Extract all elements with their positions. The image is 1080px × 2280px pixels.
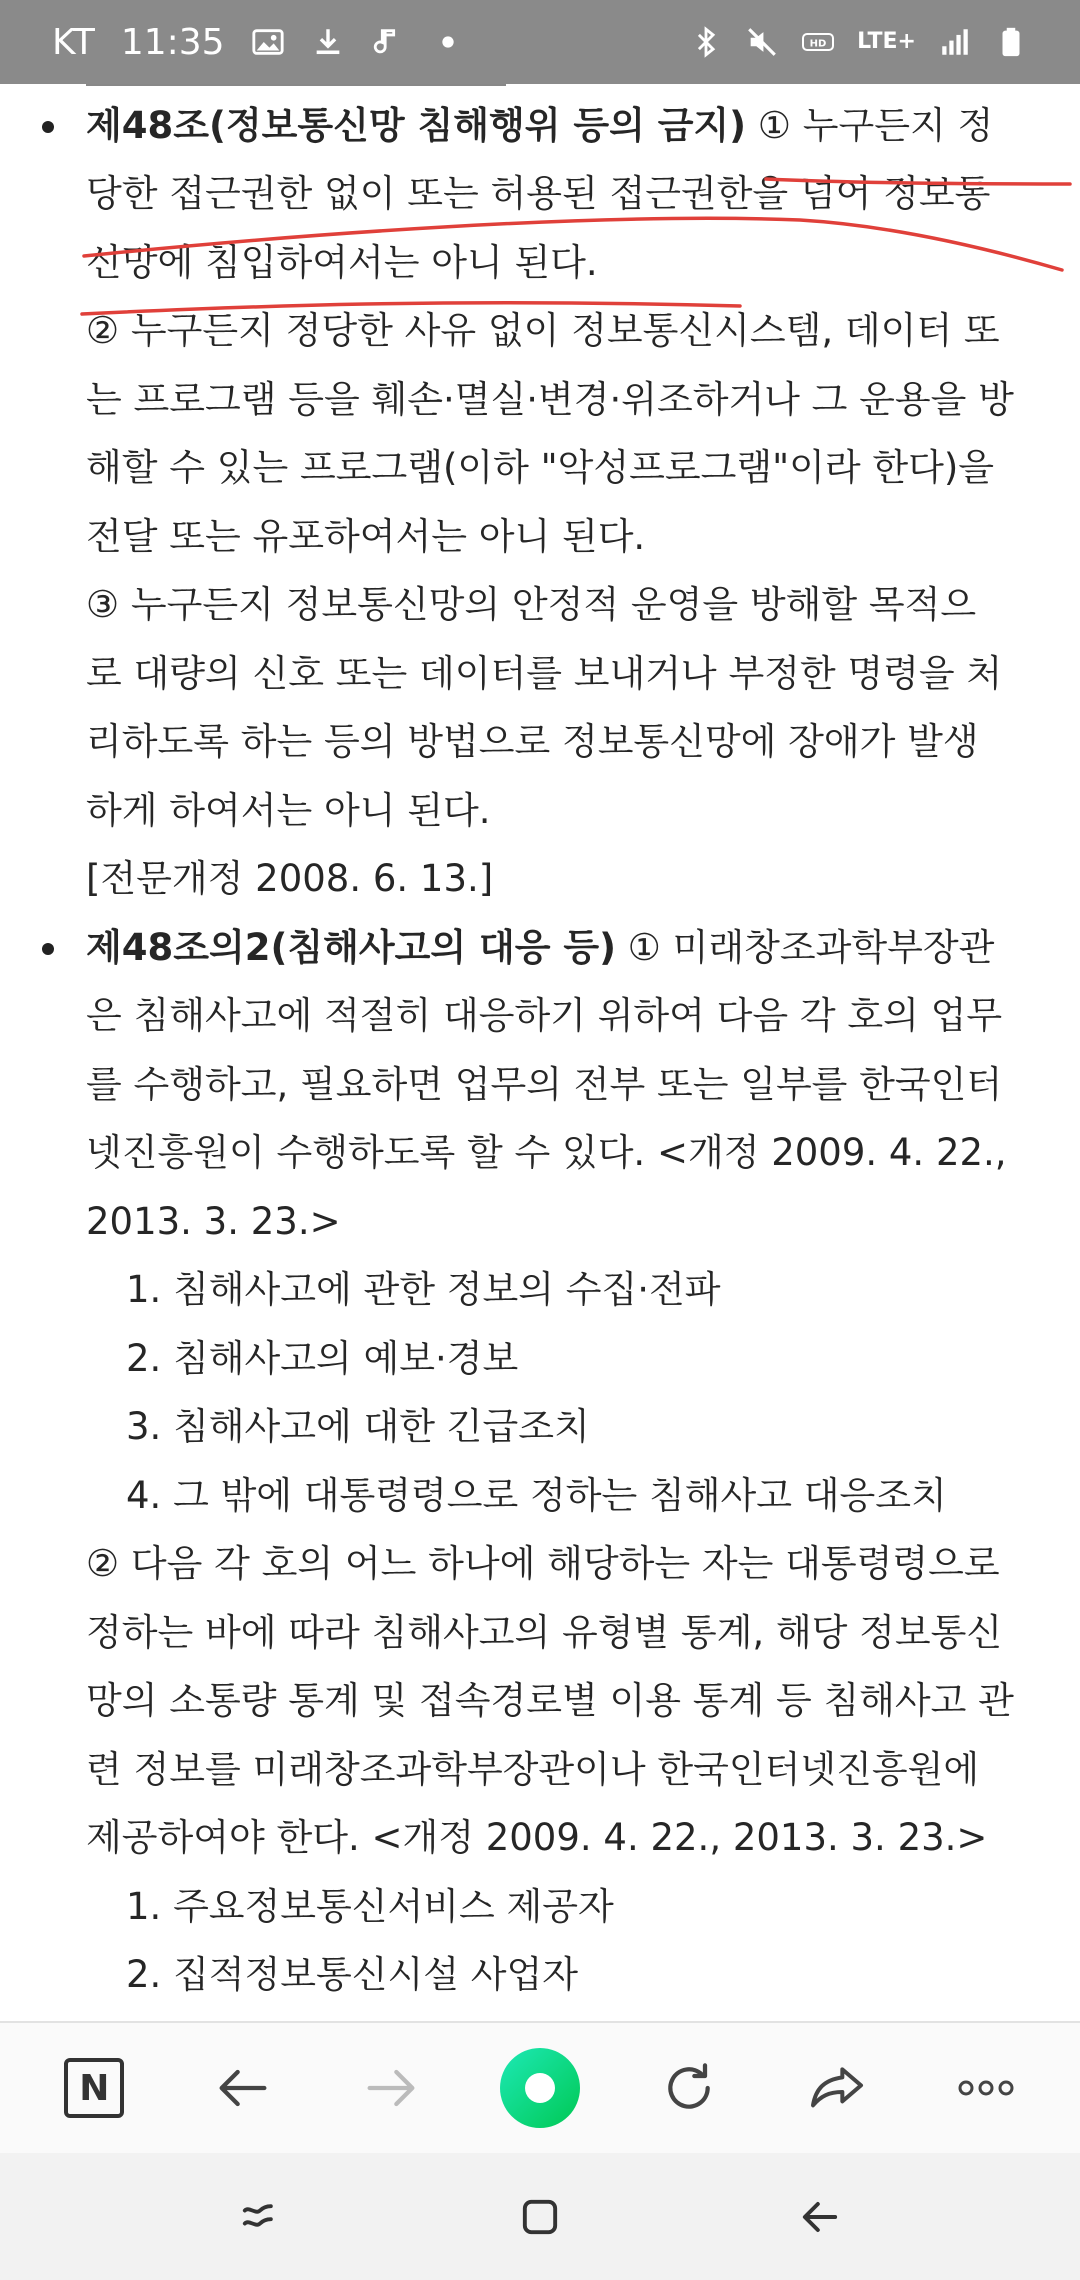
list-item: 3. 침해사고에 대한 긴급조치 (126, 1405, 590, 1448)
arrow-right-icon (359, 2056, 423, 2120)
network-type: LTE+ (857, 29, 916, 54)
home-button[interactable] (495, 2172, 585, 2262)
article-48-title: 제48조(정보통신망 침해행위 등의 금지) (86, 104, 747, 147)
bluetooth-icon (689, 25, 723, 59)
article-48-amendment: [전문개정 2008. 6. 13.] (86, 857, 494, 900)
article-48-heading-line (86, 92, 1046, 161)
article-48-p2-line: 는 프로그램 등을 훼손·멸실·변경·위조하거나 그 운용을 방 (86, 378, 1014, 421)
article-48-p1-start: ① 누구든지 정 (746, 104, 994, 147)
article-48-2-title: 제48조의2(침해사고의 대응 등) (86, 926, 616, 969)
more-button[interactable] (941, 2043, 1031, 2133)
home-square-icon (514, 2191, 566, 2243)
article-48-2-p1-line: 2013. 3. 23.> (86, 1200, 341, 1243)
share-arrow-icon (805, 2056, 869, 2120)
article-48-p3-line: 리하도록 하는 등의 방법으로 정보통신망에 장애가 발생 (86, 720, 979, 763)
article-48-2-p1-start: ① 미래창조과학부장관 (615, 926, 995, 969)
naver-n-icon: N (64, 2058, 124, 2118)
carrier-label: KT (52, 21, 95, 63)
forward-button[interactable] (346, 2043, 436, 2133)
image-icon (251, 25, 285, 59)
article-48-p1-line3: 신망에 침입하여서는 아니 된다. (86, 241, 598, 284)
article-48-p3-line: ③ 누구든지 정보통신망의 안정적 운영을 방해할 목적으 (86, 583, 977, 626)
article-48-2-p2-line: ② 다음 각 호의 어느 하나에 해당하는 자는 대통령령으로 (86, 1542, 1000, 1585)
back-chevron-icon (794, 2191, 846, 2243)
status-right (689, 25, 1028, 59)
recent-apps-button[interactable] (215, 2172, 305, 2262)
list-item: 2. 침해사고의 예보·경보 (126, 1337, 519, 1380)
clock: 11:35 (120, 21, 225, 63)
article-48-2-p1-line: 은 침해사고에 적절히 대응하기 위하여 다음 각 호의 업무 (86, 994, 1003, 1037)
article-48-2-p2-line: 망의 소통량 통계 및 접속경로별 이용 통계 등 침해사고 관 (86, 1679, 1014, 1722)
list-item: 4. 그 밖에 대통령령으로 정하는 침해사고 대응조치 (126, 1474, 947, 1517)
article-48-2-p2-line: 련 정보를 미래창조과학부장관이나 한국인터넷진흥원에 (86, 1748, 980, 1791)
share-button[interactable] (792, 2043, 882, 2133)
system-nav-bar (0, 2153, 1080, 2280)
back-button[interactable] (198, 2043, 288, 2133)
battery-icon (994, 25, 1028, 59)
article-48-p2-line: ② 누구든지 정당한 사유 없이 정보통신시스템, 데이터 또 (86, 309, 1000, 352)
green-dot-icon (500, 2048, 580, 2128)
system-back-button[interactable] (775, 2172, 865, 2262)
list-item: 1. 침해사고에 관한 정보의 수집·전파 (126, 1268, 721, 1311)
list-item: 2. 집적정보통신시설 사업자 (126, 1953, 578, 1996)
article-48-2-heading-line (86, 914, 1046, 983)
music-icon (371, 25, 405, 59)
article-48-2-p2-line: 정하는 바에 따라 침해사고의 유형별 통계, 해당 정보통신 (86, 1611, 1003, 1654)
browser-toolbar (0, 2021, 1080, 2153)
signal-icon (938, 25, 972, 59)
recent-apps-icon (234, 2191, 286, 2243)
green-dot-button[interactable] (495, 2043, 585, 2133)
article-48-2-p2-line: 제공하여야 한다. <개정 2009. 4. 22., 2013. 3. 23.> (86, 1816, 988, 1859)
article-48-p2-line: 전달 또는 유포하여서는 아니 된다. (86, 515, 646, 558)
hd-icon (801, 25, 835, 59)
article-48-p1-line2: 당한 접근권한 없이 또는 허용된 접근권한을 넘어 정보통 (86, 172, 991, 215)
article-48-2-p1-line: 를 수행하고, 필요하면 업무의 전부 또는 일부를 한국인터 (86, 1063, 1003, 1106)
more-dots-icon (954, 2056, 1018, 2120)
reload-button[interactable] (644, 2043, 734, 2133)
article-content[interactable] (0, 84, 1080, 2021)
article-48-2-p1-line: 넷진흥원이 수행하도록 할 수 있다. <개정 2009. 4. 22., (86, 1131, 1007, 1174)
reload-icon (657, 2056, 721, 2120)
clipped-previous-line (86, 84, 506, 86)
status-left (52, 22, 465, 63)
article-48-p2-line: 해할 수 있는 프로그램(이하 "악성프로그램"이라 한다)을 (86, 446, 995, 489)
mute-icon (745, 25, 779, 59)
naver-home-button[interactable] (49, 2043, 139, 2133)
dot-icon (431, 25, 465, 59)
svg-text:HD: HD (809, 38, 827, 50)
article-48-p3-line: 로 대량의 신호 또는 데이터를 보내거나 부정한 명령을 처 (86, 652, 1003, 695)
list-item: 1. 주요정보통신서비스 제공자 (126, 1885, 614, 1928)
arrow-left-icon (211, 2056, 275, 2120)
status-bar (0, 0, 1080, 84)
article-48-p3-line: 하게 하여서는 아니 된다. (86, 789, 491, 832)
download-icon (311, 25, 345, 59)
